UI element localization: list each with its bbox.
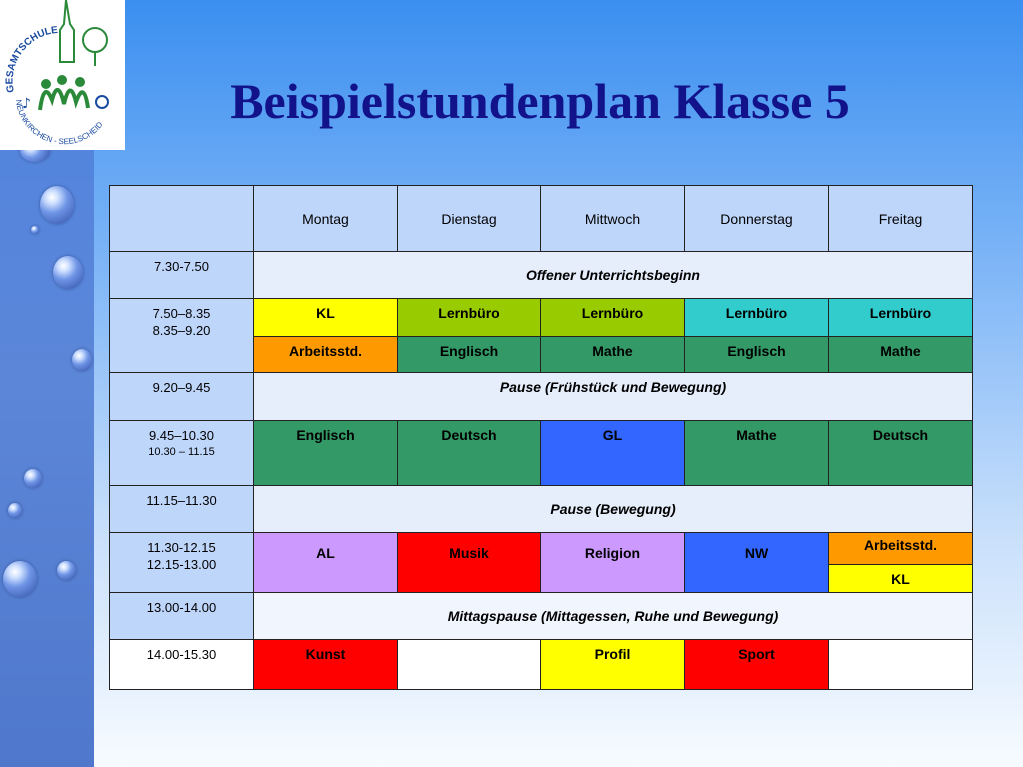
bubble-decor — [53, 256, 83, 289]
lesson-cell: Lernbüro — [541, 299, 685, 337]
table-row — [110, 640, 973, 690]
bubble-decor — [57, 561, 76, 580]
school-logo-icon — [0, 0, 125, 150]
table-row — [110, 252, 973, 299]
bubble-decor — [24, 469, 42, 488]
lesson-cell: Englisch — [254, 421, 398, 486]
empty-cell — [398, 640, 541, 690]
table-row — [110, 486, 973, 533]
time-cell — [110, 533, 254, 593]
lesson-cell: NW — [685, 533, 829, 593]
bubble-decor — [72, 349, 92, 371]
lesson-cell: Arbeitsstd. — [254, 337, 398, 373]
corner-cell — [110, 186, 254, 252]
svg-text:♪: ♪ — [22, 96, 31, 112]
header-row — [110, 186, 973, 252]
lesson-cell: Religion — [541, 533, 685, 593]
merged-activity-cell: Pause (Bewegung) — [254, 486, 973, 533]
lesson-cell: Mathe — [685, 421, 829, 486]
table-row — [110, 593, 973, 640]
time-cell: 7.30-7.50 — [110, 252, 254, 299]
lesson-cell: KL — [829, 565, 973, 593]
lesson-cell: Englisch — [398, 337, 541, 373]
lesson-cell: Mathe — [541, 337, 685, 373]
lesson-cell: Lernbüro — [829, 299, 973, 337]
time-line: 10.30 – 11.15 — [148, 446, 215, 458]
bubble-decor — [31, 226, 39, 234]
time-line: 8.35–9.20 — [152, 323, 211, 338]
svg-text:GESAMTSCHULE: GESAMTSCHULE — [4, 24, 59, 94]
time-line: 7.50–8.35 — [152, 306, 211, 321]
bubble-decor — [3, 561, 37, 597]
time-cell: 11.15–11.30 — [110, 486, 254, 533]
school-logo — [0, 0, 125, 150]
page-title: Beispielstundenplan Klasse 5 — [230, 73, 850, 129]
lesson-cell: Sport — [685, 640, 829, 690]
merged-activity-cell: Mittagspause (Mittagessen, Ruhe und Bewegung) — [254, 593, 973, 640]
lesson-cell: Musik — [398, 533, 541, 593]
lesson-cell: Mathe — [829, 337, 973, 373]
lesson-cell: Deutsch — [829, 421, 973, 486]
time-line: 9.45–10.30 — [148, 428, 215, 443]
lesson-cell: Lernbüro — [398, 299, 541, 337]
timetable — [109, 185, 973, 690]
time-cell — [110, 421, 254, 486]
table-row — [110, 373, 973, 421]
bubble-decor — [40, 186, 74, 224]
svg-text:NEUNKIRCHEN - SEELSCHEID: NEUNKIRCHEN - SEELSCHEID — [13, 98, 105, 147]
merged-activity-cell: Offener Unterrichtsbeginn — [254, 252, 973, 299]
table-row — [110, 299, 973, 337]
bubble-decor — [8, 503, 22, 518]
day-header: Dienstag — [398, 186, 541, 252]
table-row — [110, 533, 973, 565]
lesson-cell: Englisch — [685, 337, 829, 373]
lesson-cell: Lernbüro — [685, 299, 829, 337]
time-cell: 9.20–9.45 — [110, 373, 254, 421]
merged-activity-cell: Pause (Frühstück und Bewegung) — [254, 373, 973, 421]
lesson-cell: Arbeitsstd. — [829, 533, 973, 565]
day-header: Montag — [254, 186, 398, 252]
day-header: Mittwoch — [541, 186, 685, 252]
lesson-cell: Deutsch — [398, 421, 541, 486]
lesson-cell: KL — [254, 299, 398, 337]
day-header: Donnerstag — [685, 186, 829, 252]
time-line: 11.30-12.15 — [147, 540, 216, 555]
lesson-cell: Kunst — [254, 640, 398, 690]
time-cell: 14.00-15.30 — [110, 640, 254, 690]
lesson-cell: Profil — [541, 640, 685, 690]
lesson-cell: GL — [541, 421, 685, 486]
time-cell — [110, 299, 254, 373]
time-cell: 13.00-14.00 — [110, 593, 254, 640]
table-row — [110, 421, 973, 486]
empty-cell — [829, 640, 973, 690]
time-line: 12.15-13.00 — [146, 557, 217, 572]
day-header: Freitag — [829, 186, 973, 252]
lesson-cell: AL — [254, 533, 398, 593]
